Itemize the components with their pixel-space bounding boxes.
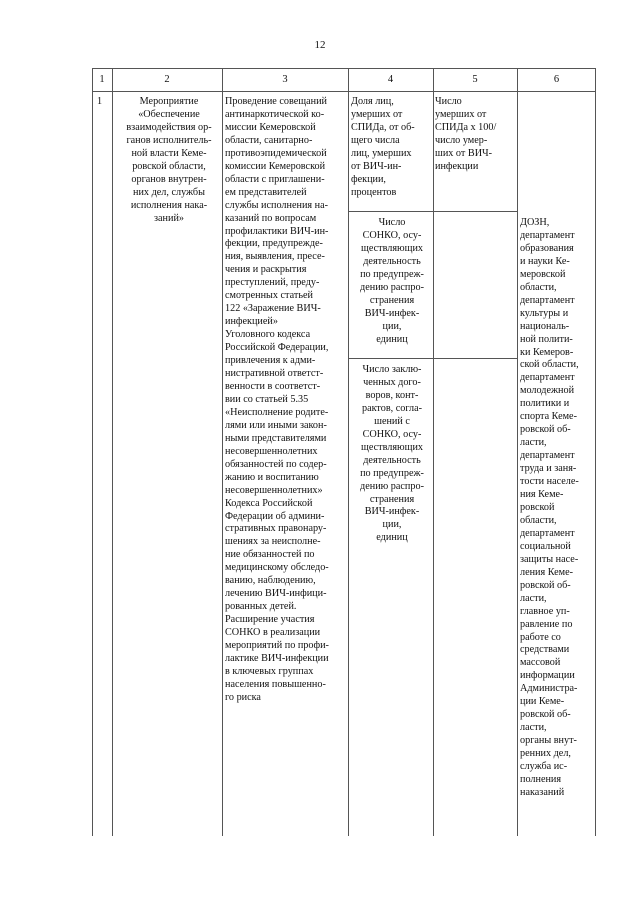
header-col-1: 1: [99, 74, 105, 85]
indicator-sonko-count: Число СОНКО, осу- ществляющих деятельность по предупреж- дению распро- странения ВИЧ-инфек- ции, единиц: [360, 217, 424, 345]
responsible-executors: ДОЗН, департамент образования и науки Ке- меровской области, департамент культуры и националь- ной полити- ки Кемеров- ской области, департамент молодежной политики и спорта Кеме- ровской об- ласти, департамент труда и заня- тости населе- ния Кеме- ровской области, департамент социальной защиты насе- ления Кеме- ровской об- ласти, главное уп- равление по работе со средствами массовой информации Администра- ции Кеме- ровской об- ласти, органы внут- ренних дел, служба ис- полнения наказаний: [520, 217, 579, 798]
column-divider-5-6: [517, 68, 518, 836]
header-col-5: 5: [472, 74, 478, 85]
indicator-contracts-count: Число заклю- ченных дого- воров, конт- рактов, согла- шений с СОНКО, осу- ществляющих деятельность по предупреж- дению распро- странения ВИЧ-инфек- ции, единиц: [360, 364, 424, 544]
header-col-4: 4: [387, 74, 394, 85]
subrow-divider-2: [348, 358, 518, 359]
table-border-left: [92, 68, 93, 836]
indicator-aids-death-share: Доля лиц, умерших от СПИДа, от об- щего числа лиц, умерших от ВИЧ-ин- фекции, процентов: [351, 96, 415, 198]
measure-name: Мероприятие «Обеспечение взаимодействия ор- ганов исполнитель- ной власти Кеме- ровской области, органов внутрен- них дел, службы исполнения нака- заний»: [126, 96, 212, 224]
indicator-formula: Число умерших от СПИДа х 100/ число умер- ших от ВИЧ- инфекции: [435, 96, 497, 172]
page-number: 12: [314, 39, 326, 51]
header-divider: [92, 91, 596, 92]
measure-description: Проведение совещаний антинаркотической ко- миссии Кемеровской области, санитарно- противоэпидемической комиссии Кемеровской области с приглашени- ем представителей службы исполнения на- казаний по вопросам профилактики ВИЧ-ин- фекции, предупрежде- ния, выявления, пресе- чения и раскрытия преступлений, преду- смотренных статьей 122 «Заражение ВИЧ- инфекцией» Уголовного кодекса Российской Федерации, привлечения к адми- нистративной ответст- венности в соответст- вии со статьей 5.35 «Неисполнение родите- лями или иными закон- ными представителями несовершеннолетних обязанностей по содер- жанию и воспитанию несовершеннолетних» Кодекса Российской Федерации об админи- стративных правонару- шениях за неисполне- ние обязанностей по медицинскому обследо- ванию, наблюдению, лечению ВИЧ-инфици- рованных детей. Расширение участия СОНКО в реализации мероприятий по профи- лактике ВИЧ-инфекции в ключевых группах населения повышенно- го риска: [225, 96, 329, 703]
header-col-6: 6: [553, 74, 560, 85]
column-divider-4-5: [433, 68, 434, 836]
table: [92, 68, 596, 836]
column-divider-3-4: [348, 68, 349, 836]
header-col-3: 3: [282, 74, 288, 85]
row-number: 1: [97, 96, 103, 107]
header-col-2: 2: [164, 74, 170, 85]
column-divider-2-3: [222, 68, 223, 836]
table-border-right: [595, 68, 596, 836]
subrow-divider-1: [348, 211, 518, 212]
column-divider-1-2: [112, 68, 113, 836]
